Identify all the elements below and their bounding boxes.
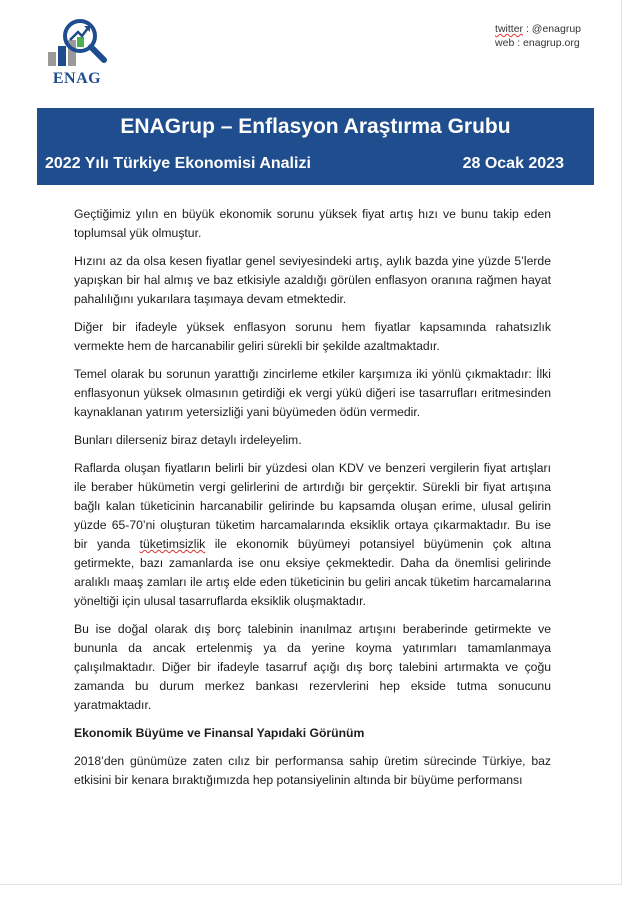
paragraph: Temel olarak bu sorunun yarattığı zincirleme etkiler karşımıza iki yönlü çıkmaktadır: İlki enflasyonun yüksek olmasının getirdiği ek vergi yükü diğeri ise tasarrufları eritmesinden kaynaklanan yatırım yetersizliği yani büyümeden ödün vermedir. [74,367,551,419]
magnifier-chart-icon [44,14,116,74]
paragraph: Geçtiğimiz yılın en büyük ekonomik sorunu yüksek fiyat artış hızı ve bunu takip eden toplumsal yük olmuştur. [74,207,551,240]
paragraph [74,459,551,611]
twitter-handle: : @enagrup [523,23,581,35]
contact-info [495,22,581,50]
section-heading: Ekonomik Büyüme ve Finansal Yapıdaki Görünüm [74,726,365,740]
paragraph: Diğer bir ifadeyle yüksek enflasyon sorunu hem fiyatlar kapsamında rahatsızlık vermekte hem de harcanabilir geliri sürekli bir şekilde azaltmaktadır. [74,320,551,353]
banner-title: ENAGrup – Enflasyon Araştırma Grubu [120,115,511,138]
paragraph: Hızını az da olsa kesen fiyatlar genel seviyesindeki artış, aylık bazda yine yüzde 5’lerde yapışkan bir hal almış ve baz etkisiyle azaldığı görülen enflasyon oranına rağmen hayat pahalılığını yukarılara taşımaya devam etmektedir. [74,254,551,306]
logo-text: ENAG [52,70,102,87]
web-line[interactable]: web : enagrup.org [495,37,580,49]
paragraph: Bu ise doğal olarak dış borç talebinin inanılmaz artışını beraberinde getirmekte ve bununla da ancak ertelenmiş ya da yerine koyma yatırımları tamamlanmaya çalışılmaktadır. Diğer bir ifadeyle tasarruf açığı dış borç talebini artırmakta ve çoğu zamanda bu durum merkez bankası rezervlerini hep ekside tutma sonucunu yaratmaktadır. [74,622,551,712]
paragraph-text: ile ekonomik büyümeyi potansiyel büyümenin çok altına getirmekte, bazı zamanlarda ise onu eksiye çekmektedir. Daha da önemlisi gelirinde aralıklı maaş zamları ile artış elde eden tüketicinin bu geliri ancak tüketim harcamalarına yöneltiği için ulusal tasarruflarda eksiklik oluşmaktadır. [74,537,551,608]
enag-logo [44,14,116,90]
article-body [74,205,551,799]
paragraph-text: Raflarda oluşan fiyatların belirli bir yüzdesi olan KDV ve benzeri vergilerin fiyat artışları ile beraber hükümetin vergi gelirlerini de artırdığı bir gerçektir. Sürekli bir fiyat artışına bağlı kalan tüketicinin harcanabilir gelirinde bu kapsamda oluşan erime, ulusal gelirin yüzde 65-70’ni oluşturan tüketim harcamalarında eksiklik ortaya çıkarmaktadır. Bu ise bir yanda [74,461,551,551]
spellcheck-word: tüketimsizlik [139,537,206,551]
paragraph: 2018’den günümüze zaten cılız bir performansa sahip üretim sürecinde Türkiye, baz etkisini bir kenara bıraktığımızda hep potansiyelinin altında bir büyüme performansı [74,754,551,787]
banner-subtitle: 2022 Yılı Türkiye Ekonomisi Analizi [45,155,311,172]
title-banner [37,108,594,185]
banner-date: 28 Ocak 2023 [462,155,564,172]
paragraph: Bunları dilerseniz biraz detaylı irdeleyelim. [74,433,302,447]
twitter-line[interactable] [495,22,581,36]
twitter-label: twitter [495,23,524,35]
